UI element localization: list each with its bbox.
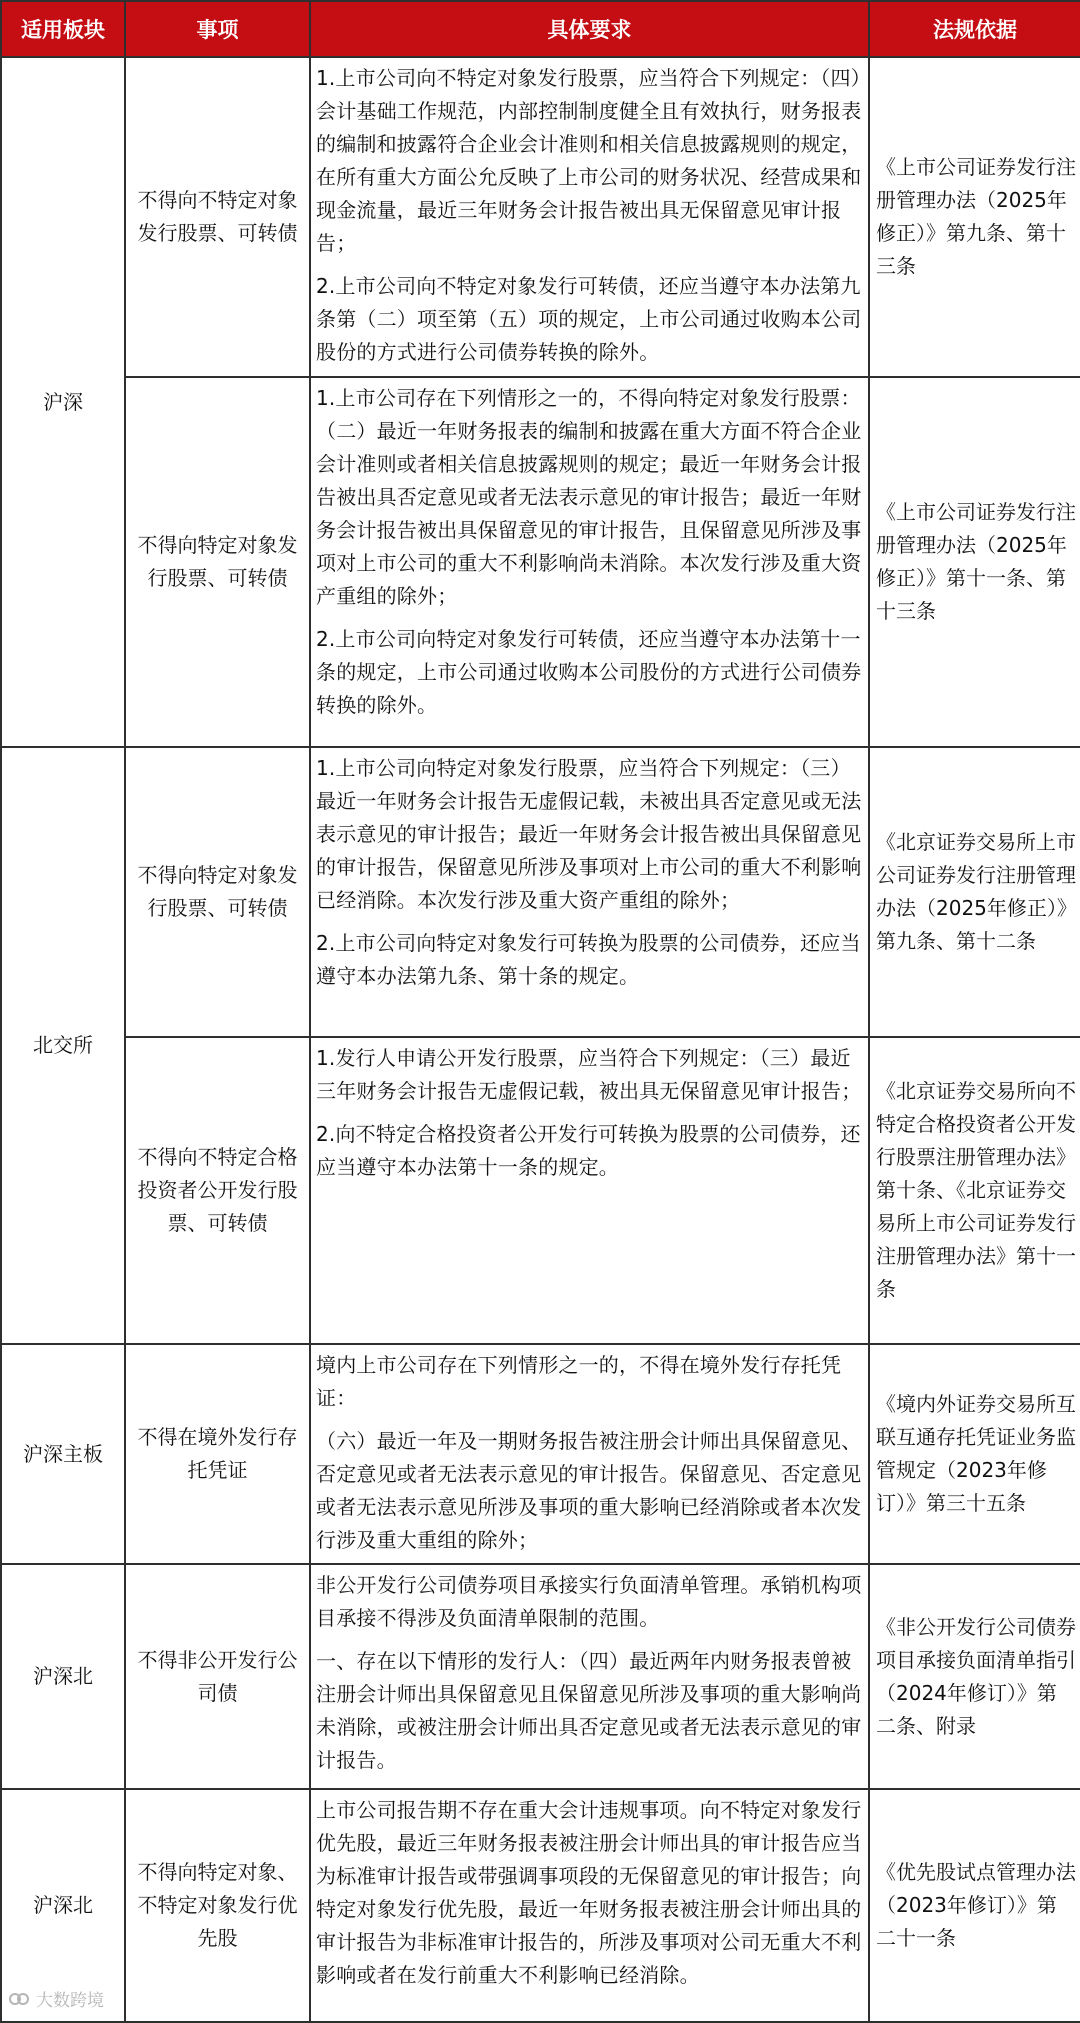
item-cell: 不得向特定对象发行股票、可转债 (125, 747, 310, 1037)
requirement-paragraph: 2.上市公司向特定对象发行可转换为股票的公司债券，还应当遵守本办法第九条、第十条的规定。 (316, 931, 861, 988)
table-header-row (1, 1, 1080, 57)
board-cell: 沪深主板 (1, 1344, 125, 1564)
watermark-text: 大数跨境 (36, 1991, 104, 2011)
brand-logo-icon (8, 1988, 30, 2010)
header-requirement: 具体要求 (310, 1, 869, 57)
item-cell: 不得向不特定合格投资者公开发行股票、可转债 (125, 1037, 310, 1344)
basis-cell: 《北京证券交易所向不特定合格投资者公开发行股票注册管理办法》第十条、《北京证券交易所上市公司证券发行注册管理办法》第十一条 (869, 1037, 1080, 1344)
requirement-paragraph: 2.上市公司向特定对象发行可转债，还应当遵守本办法第十一条的规定，上市公司通过收购本公司股份的方式进行公司债券转换的除外。 (316, 627, 862, 717)
basis-cell: 《上市公司证券发行注册管理办法（2025年修正）》第十一条、第十三条 (869, 377, 1080, 747)
requirement-paragraph: 境内上市公司存在下列情形之一的，不得在境外发行存托凭证： (316, 1353, 842, 1410)
requirement-cell (310, 1564, 869, 1789)
item-cell: 不得在境外发行存托凭证 (125, 1344, 310, 1564)
requirement-cell (310, 1037, 869, 1344)
basis-cell: 《优先股试点管理办法（2023年修订）》第二十一条 (869, 1789, 1080, 2022)
header-board: 适用板块 (1, 1, 125, 57)
requirement-paragraph: 1.上市公司向不特定对象发行股票，应当符合下列规定：（四）会计基础工作规范，内部控制制度健全且有效执行，财务报表的编制和披露符合企业会计准则和相关信息披露规则的规定，在所有重大方面公允反映了上市公司的财务状况、经营成果和现金流量，最近三年财务会计报告被出具无保留意见审计报告； (316, 66, 862, 255)
basis-cell: 《上市公司证券发行注册管理办法（2025年修正）》第九条、第十三条 (869, 57, 1080, 377)
requirement-cell (310, 747, 869, 1037)
requirement-paragraph: 1.上市公司向特定对象发行股票，应当符合下列规定：（三）最近一年财务会计报告无虚假记载，未被出具否定意见或无法表示意见的审计报告；最近一年财务会计报告被出具保留意见的审计报告，保留意见所涉及事项对上市公司的重大不利影响已经消除。本次发行涉及重大资产重组的除外； (316, 756, 862, 912)
basis-cell: 《境内外证券交易所互联互通存托凭证业务监管规定（2023年修订）》第三十五条 (869, 1344, 1080, 1564)
header-basis: 法规依据 (869, 1, 1080, 57)
requirement-cell (310, 1344, 869, 1564)
basis-cell: 《非公开发行公司债券项目承接负面清单指引（2024年修订）》第二条、附录 (869, 1564, 1080, 1789)
board-cell: 北交所 (1, 747, 125, 1344)
table-row (1, 1037, 1080, 1344)
header-item: 事项 (125, 1, 310, 57)
item-cell: 不得向特定对象发行股票、可转债 (125, 377, 310, 747)
requirement-cell (310, 57, 869, 377)
table-row (1, 1344, 1080, 1564)
requirement-cell (310, 1789, 869, 2022)
table-row (1, 1789, 1080, 2022)
table-row (1, 1564, 1080, 1789)
requirement-paragraph: 1.发行人申请公开发行股票，应当符合下列规定：（三）最近三年财务会计报告无虚假记载，被出具无保留意见审计报告； (316, 1046, 862, 1103)
requirement-paragraph: 1.上市公司存在下列情形之一的，不得向特定对象发行股票：（二）最近一年财务报表的编制和披露在重大方面不符合企业会计准则或者相关信息披露规则的规定；最近一年财务会计报告被出具否定意见或者无法表示意见的审计报告；最近一年财务会计报告被出具保留意见的审计报告，且保留意见所涉及事项对上市公司的重大不利影响尚未消除。本次发行涉及重大资产重组的除外； (316, 386, 862, 608)
board-cell: 沪深北 (1, 1789, 125, 2022)
item-cell: 不得向特定对象、不特定对象发行优先股 (125, 1789, 310, 2022)
requirement-cell (310, 377, 869, 747)
item-cell: 不得向不特定对象发行股票、可转债 (125, 57, 310, 377)
requirement-paragraph: 非公开发行公司债券项目承接实行负面清单管理。承销机构项目承接不得涉及负面清单限制的范围。 (316, 1573, 862, 1630)
table-row (1, 57, 1080, 377)
board-cell: 沪深北 (1, 1564, 125, 1789)
basis-cell: 《北京证券交易所上市公司证券发行注册管理办法（2025年修正）》第九条、第十二条 (869, 747, 1080, 1037)
watermark (8, 1986, 104, 2011)
requirement-paragraph: 2.向不特定合格投资者公开发行可转换为股票的公司债券，还应当遵守本办法第十一条的规定。 (316, 1122, 861, 1179)
table-row (1, 377, 1080, 747)
requirement-paragraph: 一、存在以下情形的发行人：（四）最近两年内财务报表曾被注册会计师出具保留意见且保留意见所涉及事项的重大影响尚未消除，或被注册会计师出具否定意见或者无法表示意见的审计报告。 (316, 1649, 862, 1772)
requirement-paragraph: 上市公司报告期不存在重大会计违规事项。向不特定对象发行优先股，最近三年财务报表被注册会计师出具的审计报告应当为标准审计报告或带强调事项段的无保留意见的审计报告；向特定对象发行优先股，最近一年财务报表被注册会计师出具的审计报告为非标准审计报告的，所涉及事项对公司无重大不利影响或者在发行前重大不利影响已经消除。 (316, 1798, 862, 1987)
board-cell: 沪深 (1, 57, 125, 747)
item-cell: 不得非公开发行公司债 (125, 1564, 310, 1789)
table-row (1, 747, 1080, 1037)
requirement-paragraph: （六）最近一年及一期财务报告被注册会计师出具保留意见、否定意见或者无法表示意见的审计报告。保留意见、否定意见或者无法表示意见所涉及事项的重大影响已经消除或者本次发行涉及重大重组的除外； (316, 1429, 862, 1552)
requirement-paragraph: 2.上市公司向不特定对象发行可转债，还应当遵守本办法第九条第（二）项至第（五）项的规定，上市公司通过收购本公司股份的方式进行公司债券转换的除外。 (316, 274, 862, 364)
